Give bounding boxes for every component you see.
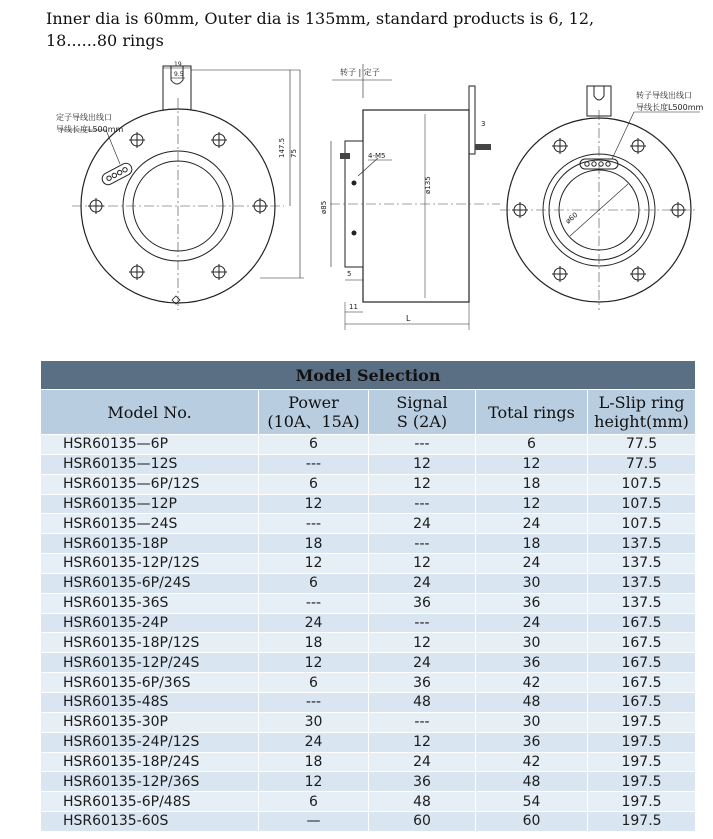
- cell-signal: 48: [369, 692, 476, 712]
- table-row: [41, 772, 696, 792]
- dim-60: ø60: [564, 210, 580, 226]
- cell-total: 24: [476, 514, 588, 534]
- dim-147-5: 147.5: [278, 137, 286, 158]
- header-signal-line-1: Signal: [396, 393, 448, 412]
- intro-line-1: Inner dia is 60mm, Outer dia is 135mm, standard products is 6, 12,: [46, 9, 595, 28]
- cell-model: HSR60135-12P/12S: [41, 554, 259, 574]
- table-row: [41, 593, 696, 613]
- table-row: [41, 573, 696, 593]
- intro-text: [46, 8, 696, 52]
- cell-model: HSR60135—24S: [41, 514, 259, 534]
- cell-signal: 36: [369, 673, 476, 693]
- cell-model: HSR60135-6P/24S: [41, 573, 259, 593]
- table-row: [41, 653, 696, 673]
- cell-model: HSR60135—6P/12S: [41, 474, 259, 494]
- cell-signal: 12: [369, 554, 476, 574]
- table-row: [41, 712, 696, 732]
- dim-9-5: 9.5: [174, 71, 184, 78]
- intro-line-2: 18......80 rings: [46, 31, 164, 50]
- cell-model: HSR60135-18P/12S: [41, 633, 259, 653]
- header-power-line-2: (10A、15A): [267, 412, 360, 431]
- cell-signal: ---: [369, 494, 476, 514]
- table-row: [41, 554, 696, 574]
- cell-total: 30: [476, 573, 588, 593]
- cell-total: 36: [476, 732, 588, 752]
- header-power-line-1: Power: [288, 393, 339, 412]
- cell-model: HSR60135-6P/36S: [41, 673, 259, 693]
- cell-signal: 36: [369, 593, 476, 613]
- header-total: Total rings: [476, 390, 588, 435]
- cell-signal: 24: [369, 752, 476, 772]
- table-row: [41, 692, 696, 712]
- dim-75: 75: [290, 149, 298, 158]
- cell-signal: 12: [369, 454, 476, 474]
- left-view: [56, 61, 304, 310]
- cell-model: HSR60135-36S: [41, 593, 259, 613]
- cell-power: 6: [259, 474, 369, 494]
- cell-height: 77.5: [588, 435, 696, 455]
- header-height-line-1: L-Slip ring: [598, 393, 685, 412]
- cell-power: 24: [259, 732, 369, 752]
- cell-model: HSR60135—6P: [41, 435, 259, 455]
- table-row: [41, 494, 696, 514]
- cell-power: 18: [259, 534, 369, 554]
- right-label-2: 导线长度L500mm: [636, 103, 704, 112]
- dim-135: ø135: [424, 176, 432, 194]
- table-row: [41, 732, 696, 752]
- cell-signal: 12: [369, 474, 476, 494]
- cell-power: 6: [259, 435, 369, 455]
- cell-height: 167.5: [588, 692, 696, 712]
- cell-total: 42: [476, 673, 588, 693]
- table-row: [41, 812, 696, 832]
- mid-right-wire: [475, 144, 491, 150]
- cell-height: 167.5: [588, 673, 696, 693]
- cell-model: HSR60135-12P/36S: [41, 772, 259, 792]
- header-power: [259, 390, 369, 435]
- rotor-stator-label: 转子 | 定子: [340, 68, 380, 77]
- cell-model: HSR60135-18P: [41, 534, 259, 554]
- table-row: [41, 454, 696, 474]
- cell-model: HSR60135-30P: [41, 712, 259, 732]
- cell-total: 48: [476, 772, 588, 792]
- header-signal-line-2: S (2A): [396, 412, 448, 431]
- cell-height: 107.5: [588, 474, 696, 494]
- cell-height: 137.5: [588, 573, 696, 593]
- cell-power: ---: [259, 692, 369, 712]
- dim-3: 3: [481, 120, 486, 128]
- table-row: [41, 752, 696, 772]
- cell-total: 42: [476, 752, 588, 772]
- cell-signal: 24: [369, 573, 476, 593]
- cell-power: 30: [259, 712, 369, 732]
- cell-power: 6: [259, 673, 369, 693]
- header-model: Model No.: [41, 390, 259, 435]
- cell-power: ---: [259, 593, 369, 613]
- cell-model: HSR60135-6P/48S: [41, 792, 259, 812]
- dim-L: L: [406, 314, 411, 323]
- cell-height: 137.5: [588, 554, 696, 574]
- header-height: [588, 390, 696, 435]
- table-row: [41, 534, 696, 554]
- cell-total: 24: [476, 613, 588, 633]
- cell-signal: 24: [369, 514, 476, 534]
- drawing-svg: [0, 58, 713, 348]
- cell-power: ---: [259, 514, 369, 534]
- cell-height: 197.5: [588, 712, 696, 732]
- cell-height: 167.5: [588, 653, 696, 673]
- cell-total: 18: [476, 534, 588, 554]
- cell-height: 107.5: [588, 494, 696, 514]
- cell-model: HSR60135-60S: [41, 812, 259, 832]
- table-row: [41, 613, 696, 633]
- cell-signal: ---: [369, 613, 476, 633]
- cell-total: 30: [476, 633, 588, 653]
- cell-total: 48: [476, 692, 588, 712]
- table-row: [41, 514, 696, 534]
- cell-power: 18: [259, 752, 369, 772]
- header-signal: [369, 390, 476, 435]
- cell-height: 107.5: [588, 514, 696, 534]
- middle-view: [320, 64, 500, 330]
- cell-model: HSR60135—12S: [41, 454, 259, 474]
- cell-model: HSR60135-24P/12S: [41, 732, 259, 752]
- mid-left-wire: [340, 153, 350, 159]
- table-row: [41, 435, 696, 455]
- cell-signal: 24: [369, 653, 476, 673]
- cell-power: ---: [259, 454, 369, 474]
- cell-height: 197.5: [588, 732, 696, 752]
- cell-height: 197.5: [588, 772, 696, 792]
- cell-signal: 60: [369, 812, 476, 832]
- dim-19: 19: [174, 61, 182, 68]
- cell-height: 137.5: [588, 534, 696, 554]
- table-title: Model Selection: [41, 361, 696, 390]
- cell-power: 12: [259, 772, 369, 792]
- model-selection-table: [40, 360, 696, 832]
- mid-body: [363, 110, 469, 302]
- cell-signal: 12: [369, 732, 476, 752]
- cell-total: 30: [476, 712, 588, 732]
- mid-rotor-flange: [469, 86, 475, 154]
- cell-total: 60: [476, 812, 588, 832]
- cell-height: 137.5: [588, 593, 696, 613]
- table-row: [41, 474, 696, 494]
- cell-model: HSR60135—12P: [41, 494, 259, 514]
- cell-power: —: [259, 812, 369, 832]
- table-row: [41, 673, 696, 693]
- cell-total: 36: [476, 593, 588, 613]
- cell-signal: 12: [369, 633, 476, 653]
- cell-height: 197.5: [588, 812, 696, 832]
- cell-total: 24: [476, 554, 588, 574]
- right-label-1: 转子导线出线口: [636, 91, 692, 100]
- cell-total: 6: [476, 435, 588, 455]
- header-height-line-2: height(mm): [594, 412, 689, 431]
- cell-height: 197.5: [588, 752, 696, 772]
- right-view: [500, 86, 704, 310]
- cell-power: 24: [259, 613, 369, 633]
- dim-5: 5: [347, 270, 352, 278]
- cell-height: 77.5: [588, 454, 696, 474]
- cell-total: 12: [476, 454, 588, 474]
- cell-power: 12: [259, 653, 369, 673]
- cell-power: 12: [259, 494, 369, 514]
- left-label-1: 定子导线出线口: [56, 113, 112, 122]
- cell-model: HSR60135-12P/24S: [41, 653, 259, 673]
- dim-11: 11: [349, 303, 358, 311]
- cell-power: 6: [259, 792, 369, 812]
- cell-model: HSR60135-48S: [41, 692, 259, 712]
- table-row: [41, 792, 696, 812]
- cell-power: 18: [259, 633, 369, 653]
- technical-drawings: [0, 58, 713, 348]
- table-row: [41, 633, 696, 653]
- cell-signal: ---: [369, 435, 476, 455]
- cell-signal: 36: [369, 772, 476, 792]
- cell-signal: 48: [369, 792, 476, 812]
- cell-signal: ---: [369, 534, 476, 554]
- cell-model: HSR60135-18P/24S: [41, 752, 259, 772]
- cell-power: 12: [259, 554, 369, 574]
- cell-total: 36: [476, 653, 588, 673]
- cell-signal: ---: [369, 712, 476, 732]
- table-header-row: [41, 390, 696, 435]
- cell-height: 167.5: [588, 633, 696, 653]
- cell-power: 6: [259, 573, 369, 593]
- cell-height: 167.5: [588, 613, 696, 633]
- cell-total: 18: [476, 474, 588, 494]
- cell-height: 197.5: [588, 792, 696, 812]
- left-label-2: 导线长度L500mm: [56, 125, 124, 134]
- dim-4-m5: 4-M5: [368, 152, 386, 160]
- cell-total: 54: [476, 792, 588, 812]
- dim-85: ø85: [320, 200, 328, 214]
- cell-total: 12: [476, 494, 588, 514]
- cell-model: HSR60135-24P: [41, 613, 259, 633]
